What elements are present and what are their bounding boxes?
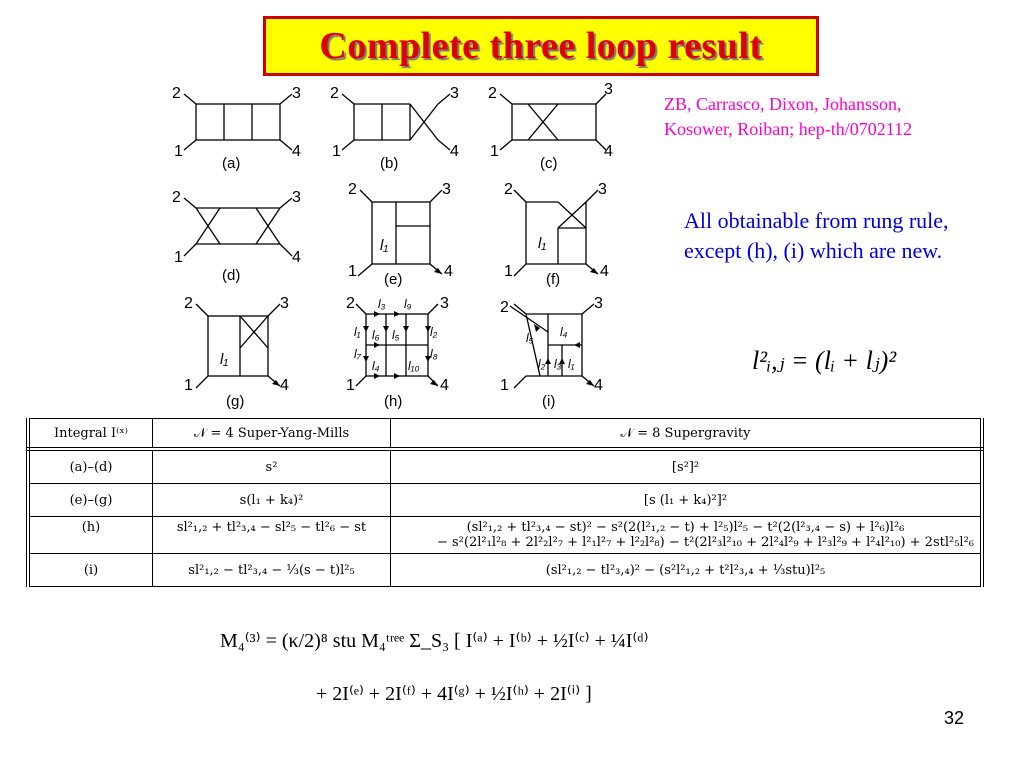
leg-3: 3 [292, 189, 301, 206]
diagram-a-label: (a) [222, 155, 241, 172]
citation [664, 92, 1004, 142]
leg-3: 3 [604, 81, 613, 98]
row-label: (a)–(d) [28, 449, 153, 484]
svg-text:l₆: l₆ [372, 328, 380, 342]
leg-4: 4 [280, 377, 289, 394]
diagram-e-label: (e) [384, 271, 403, 288]
leg-1: 1 [174, 143, 183, 160]
leg-1: 1 [500, 377, 509, 394]
svg-text:l₁: l₁ [220, 351, 229, 368]
rung-rule-note: All obtainable from rung rule, except (h), (i) which are new. [684, 208, 949, 263]
diagram-g-label: (g) [226, 393, 245, 410]
leg-3: 3 [598, 181, 607, 198]
svg-text:l₂: l₂ [538, 357, 546, 371]
diagram-h-label: (h) [384, 393, 403, 410]
diagram-a-graph [170, 86, 310, 178]
leg-2: 2 [184, 295, 193, 312]
table-row [28, 449, 982, 484]
svg-text:l₁: l₁ [568, 357, 575, 371]
diagram-i-graph [498, 292, 618, 410]
leg-3: 3 [442, 181, 451, 198]
diagram-c [486, 81, 616, 183]
svg-text:l₇: l₇ [354, 347, 361, 361]
title-banner [263, 16, 819, 76]
row-sugra: [s (l₁ + k₄)²]² [391, 484, 983, 517]
diagram-h-graph [344, 292, 464, 410]
leg-2: 2 [330, 85, 339, 102]
row-sym: sl²₁,₂ + tl²₃,₄ − sl²₅ − tl²₆ − st [153, 517, 391, 554]
row-sym: sl²₁,₂ − tl²₃,₄ − ⅓(s − t)l²₅ [153, 554, 391, 587]
svg-text:l₅: l₅ [392, 328, 400, 342]
row-sugra-line-1: (sl²₁,₂ + tl²₃,₄ − st)² − s²(2(l²₁,₂ − t) + l²₅)l²₅ − t²(2(l²₃,₄ − s) + l²₆)l²₆ [466, 520, 905, 535]
leg-2: 2 [500, 299, 509, 316]
diagram-i [498, 292, 618, 415]
leg-2: 2 [504, 181, 513, 198]
diagram-c-label: (c) [540, 155, 558, 172]
slide-title: Complete three loop result [319, 25, 763, 67]
diagram-d-label: (d) [222, 267, 241, 284]
leg-3: 3 [280, 295, 289, 312]
leg-1: 1 [184, 377, 193, 394]
row-sym: s² [153, 449, 391, 484]
svg-text:l₅: l₅ [526, 331, 534, 345]
leg-4: 4 [444, 263, 453, 280]
formula-line-1: M₄⁽³⁾ = (κ/2)⁸ stu M₄ᵗʳᵉᵉ Σ_S₃ [ I⁽ᵃ⁾ + I⁽ᵇ⁾ + ½I⁽ᶜ⁾ + ¼I⁽ᵈ⁾ [220, 630, 649, 652]
leg-4: 4 [600, 263, 609, 280]
leg-1: 1 [348, 263, 357, 280]
diagram-e [346, 178, 466, 293]
leg-1: 1 [504, 263, 513, 280]
row-label: (e)–(g) [28, 484, 153, 517]
leg-2: 2 [172, 85, 181, 102]
diagram-f [502, 178, 622, 293]
header-integral: Integral I⁽ˣ⁾ [28, 419, 153, 450]
leg-4: 4 [604, 143, 613, 160]
svg-text:l₄: l₄ [372, 359, 380, 373]
svg-text:l₉: l₉ [404, 297, 412, 311]
citation-line-2: Kosower, Roiban; hep-th/0702112 [664, 119, 913, 139]
leg-2: 2 [348, 181, 357, 198]
table-row [28, 517, 982, 554]
leg-3: 3 [594, 295, 603, 312]
svg-text:l₁: l₁ [380, 237, 389, 254]
diagram-f-graph [502, 178, 622, 288]
row-sym: s(l₁ + k₄)² [153, 484, 391, 517]
diagram-g [182, 292, 302, 415]
svg-text:l₁: l₁ [354, 325, 361, 339]
leg-3: 3 [292, 85, 301, 102]
momentum-relation: l²ᵢ,ⱼ = (lᵢ + lⱼ)² [752, 346, 897, 375]
header-sym: 𝒩 = 4 Super-Yang-Mills [153, 419, 391, 450]
header-sugra: 𝒩 = 8 Supergravity [391, 419, 983, 450]
amplitude-formula [220, 628, 940, 706]
leg-1: 1 [332, 143, 341, 160]
svg-text:l₃: l₃ [554, 357, 562, 371]
leg-4: 4 [292, 249, 301, 266]
diagram-d-graph [170, 188, 310, 288]
integrals-table [26, 418, 984, 587]
diagram-c-graph [486, 81, 616, 178]
table-row [28, 484, 982, 517]
diagram-b-graph [328, 86, 468, 178]
row-sugra: (sl²₁,₂ − tl²₃,₄)² − (s²l²₁,₂ + t²l²₃,₄ + ⅓stu)l²₅ [391, 554, 983, 587]
table-row [28, 554, 982, 587]
diagram-f-label: (f) [546, 271, 561, 288]
leg-2: 2 [172, 189, 181, 206]
leg-4: 4 [594, 377, 603, 394]
leg-3: 3 [440, 295, 449, 312]
citation-line-1: ZB, Carrasco, Dixon, Johansson, [664, 94, 902, 114]
row-sugra-line-2: − s²(2l²₁l²₈ + 2l²₂l²₇ + l²₁l²₇ + l²₂l²₈) − t²(2l²₃l²₁₀ + 2l²₄l²₉ + l²₃l²₉ + l²₄l²₁₀) + 2stl²₅l²₆ [436, 535, 974, 550]
diagram-b-label: (b) [380, 155, 399, 172]
leg-2: 2 [488, 85, 497, 102]
leg-4: 4 [292, 143, 301, 160]
diagram-h [344, 292, 464, 415]
diagram-i-label: (i) [542, 393, 556, 410]
row-sugra: [s²]² [391, 449, 983, 484]
diagram-e-graph [346, 178, 466, 288]
svg-text:l₁₀: l₁₀ [408, 359, 420, 373]
leg-3: 3 [450, 85, 459, 102]
leg-4: 4 [440, 377, 449, 394]
svg-text:l₂: l₂ [430, 325, 438, 339]
leg-1: 1 [490, 143, 499, 160]
row-label: (h) [28, 517, 153, 554]
leg-1: 1 [174, 249, 183, 266]
svg-text:l₃: l₃ [378, 297, 386, 311]
page-number: 32 [944, 708, 965, 728]
table-header-row [28, 419, 982, 450]
row-label: (i) [28, 554, 153, 587]
svg-text:l₈: l₈ [430, 347, 438, 361]
leg-4: 4 [450, 143, 459, 160]
leg-1: 1 [346, 377, 355, 394]
svg-text:l₄: l₄ [560, 325, 568, 339]
diagram-d [170, 188, 310, 293]
diagram-a [170, 86, 310, 183]
formula-line-2: + 2I⁽ᵉ⁾ + 2I⁽ᶠ⁾ + 4I⁽ᵍ⁾ + ½I⁽ʰ⁾ + 2I⁽ⁱ⁾ ] [316, 683, 592, 705]
row-sugra [391, 517, 983, 554]
diagram-b [328, 86, 468, 183]
leg-2: 2 [346, 295, 355, 312]
diagram-g-graph [182, 292, 302, 410]
svg-text:l₁: l₁ [538, 235, 547, 252]
